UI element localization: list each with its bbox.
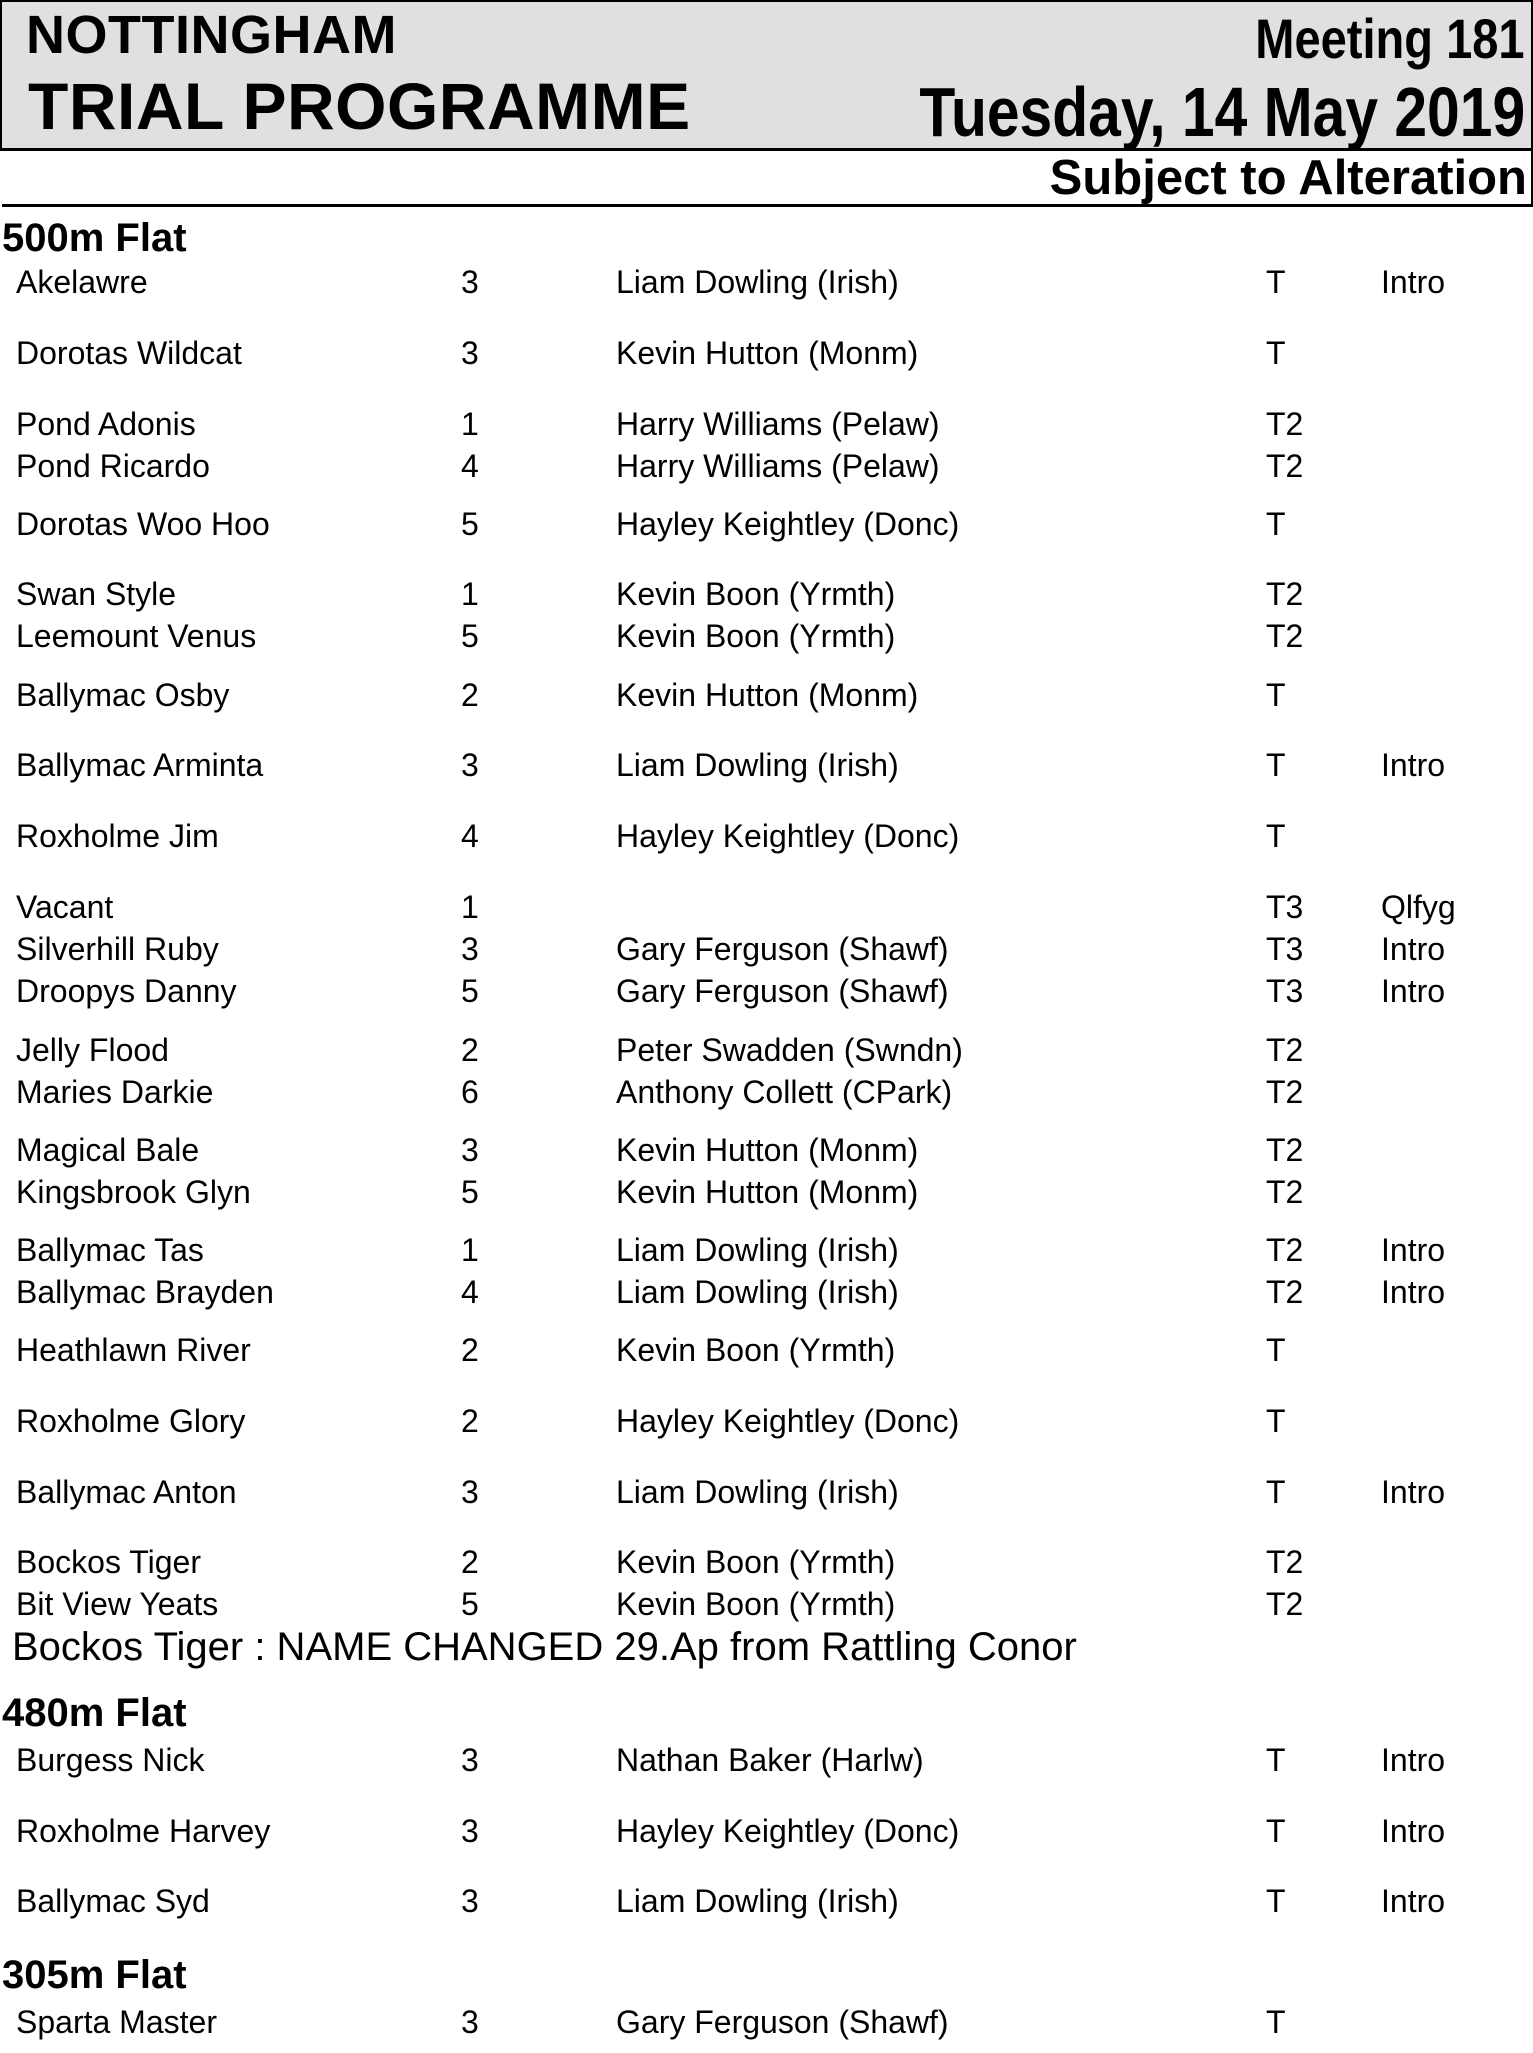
trial-row	[0, 1474, 1533, 1514]
trial-row	[0, 1813, 1533, 1853]
trial-row	[0, 1403, 1533, 1443]
dog-name: Ballymac Brayden	[16, 1274, 274, 1310]
trap-number: 1	[461, 576, 479, 612]
dog-name: Sparta Master	[16, 2004, 217, 2040]
trainer-name: Kevin Hutton (Monm)	[616, 677, 919, 713]
trial-type: T2	[1266, 1232, 1304, 1268]
dog-name: Burgess Nick	[16, 1742, 205, 1778]
dog-name: Akelawre	[16, 264, 148, 300]
trap-number: 4	[461, 448, 479, 484]
trap-number: 1	[461, 406, 479, 442]
trial-row	[0, 1232, 1533, 1272]
trial-type: T2	[1266, 406, 1304, 442]
trap-number: 2	[461, 1403, 479, 1439]
trainer-name: Gary Ferguson (Shawf)	[616, 973, 949, 1009]
trap-number: 3	[461, 747, 479, 783]
trap-number: 3	[461, 1474, 479, 1510]
trial-row	[0, 677, 1533, 717]
trainer-name: Hayley Keightley (Donc)	[616, 506, 960, 542]
dog-name: Pond Adonis	[16, 406, 196, 442]
dog-name: Heathlawn River	[16, 1332, 251, 1368]
section-heading: 305m Flat	[2, 1953, 187, 1997]
subject-notice: Subject to Alteration	[1049, 151, 1527, 205]
trap-number: 3	[461, 931, 479, 967]
trial-row	[0, 448, 1533, 488]
trial-type: T2	[1266, 1032, 1304, 1068]
trial-note: Intro	[1381, 1813, 1446, 1849]
trainer-name: Hayley Keightley (Donc)	[616, 1813, 960, 1849]
trial-note: Intro	[1381, 1232, 1446, 1268]
trial-note: Intro	[1381, 747, 1446, 783]
trial-note: Intro	[1381, 1274, 1446, 1310]
trial-row	[0, 931, 1533, 971]
trap-number: 2	[461, 677, 479, 713]
trainer-name: Harry Williams (Pelaw)	[616, 406, 940, 442]
trap-number: 5	[461, 506, 479, 542]
trial-row	[0, 1274, 1533, 1314]
trial-type: T2	[1266, 576, 1304, 612]
trial-note: Qlfyg	[1381, 889, 1456, 925]
trainer-name: Peter Swadden (Swndn)	[616, 1032, 963, 1068]
trial-type: T	[1266, 2004, 1286, 2040]
trap-number: 5	[461, 618, 479, 654]
trial-type: T	[1266, 1883, 1286, 1919]
trap-number: 3	[461, 1132, 479, 1168]
trainer-name: Harry Williams (Pelaw)	[616, 448, 940, 484]
trial-row	[0, 973, 1533, 1013]
trial-row	[0, 406, 1533, 446]
trainer-name: Kevin Hutton (Monm)	[616, 335, 919, 371]
trial-row	[0, 1883, 1533, 1923]
dog-name: Bockos Tiger	[16, 1544, 201, 1580]
trap-number: 2	[461, 1032, 479, 1068]
dog-name: Ballymac Arminta	[16, 747, 264, 783]
dog-name: Roxholme Glory	[16, 1403, 246, 1439]
trial-row	[0, 1032, 1533, 1072]
trap-number: 1	[461, 889, 479, 925]
trial-row	[0, 264, 1533, 304]
programme-header	[0, 0, 1533, 151]
trap-number: 4	[461, 1274, 479, 1310]
trial-type: T	[1266, 506, 1286, 542]
trainer-name: Kevin Boon (Yrmth)	[616, 1332, 896, 1368]
trap-number: 4	[461, 818, 479, 854]
trial-type: T2	[1266, 448, 1304, 484]
page-title: TRIAL PROGRAMME	[28, 69, 691, 143]
dog-name: Silverhill Ruby	[16, 931, 219, 967]
trial-row	[0, 1544, 1533, 1584]
dog-name: Vacant	[16, 889, 114, 925]
trainer-name: Liam Dowling (Irish)	[616, 1883, 899, 1919]
trap-number: 5	[461, 973, 479, 1009]
trainer-name: Kevin Hutton (Monm)	[616, 1174, 919, 1210]
trainer-name: Liam Dowling (Irish)	[616, 1474, 899, 1510]
dog-name: Droopys Danny	[16, 973, 237, 1009]
trial-type: T3	[1266, 931, 1304, 967]
trainer-name: Kevin Boon (Yrmth)	[616, 576, 896, 612]
trap-number: 3	[461, 1742, 479, 1778]
trainer-name: Kevin Boon (Yrmth)	[616, 1544, 896, 1580]
dog-name: Maries Darkie	[16, 1074, 214, 1110]
trial-type: T3	[1266, 889, 1304, 925]
dog-name: Ballymac Osby	[16, 677, 230, 713]
trial-row	[0, 576, 1533, 616]
trap-number: 5	[461, 1174, 479, 1210]
trap-number: 1	[461, 1232, 479, 1268]
trial-type: T2	[1266, 1074, 1304, 1110]
trial-row	[0, 335, 1533, 375]
trap-number: 2	[461, 1332, 479, 1368]
trial-type: T	[1266, 818, 1286, 854]
dog-name: Kingsbrook Glyn	[16, 1174, 251, 1210]
trainer-name: Kevin Boon (Yrmth)	[616, 618, 896, 654]
section-heading: 480m Flat	[2, 1691, 187, 1735]
trial-note: Intro	[1381, 931, 1446, 967]
trial-type: T	[1266, 677, 1286, 713]
dog-name: Ballymac Syd	[16, 1883, 210, 1919]
trial-row	[0, 889, 1533, 929]
trainer-name: Liam Dowling (Irish)	[616, 1232, 899, 1268]
trial-type: T	[1266, 1403, 1286, 1439]
trap-number: 3	[461, 1883, 479, 1919]
trial-type: T	[1266, 747, 1286, 783]
trap-number: 3	[461, 2004, 479, 2040]
venue-name: NOTTINGHAM	[26, 5, 397, 65]
subject-notice-box	[2, 148, 1533, 207]
trial-row	[0, 618, 1533, 658]
meeting-date: Tuesday, 14 May 2019	[919, 73, 1525, 151]
trap-number: 5	[461, 1586, 479, 1622]
trial-type: T2	[1266, 1544, 1304, 1580]
trainer-name: Kevin Boon (Yrmth)	[616, 1586, 896, 1622]
trial-note: Intro	[1381, 1742, 1446, 1778]
trial-type: T2	[1266, 1174, 1304, 1210]
trial-type: T	[1266, 1813, 1286, 1849]
section-heading: 500m Flat	[2, 216, 187, 260]
dog-name: Dorotas Wildcat	[16, 335, 242, 371]
trap-number: 6	[461, 1074, 479, 1110]
trainer-name: Gary Ferguson (Shawf)	[616, 931, 949, 967]
trial-note: Intro	[1381, 1883, 1446, 1919]
trainer-name: Nathan Baker (Harlw)	[616, 1742, 924, 1778]
trap-number: 2	[461, 1544, 479, 1580]
trainer-name: Anthony Collett (CPark)	[616, 1074, 953, 1110]
dog-name: Dorotas Woo Hoo	[16, 506, 270, 542]
name-change-remark: Bockos Tiger : NAME CHANGED 29.Ap from Rattling Conor	[12, 1625, 1077, 1669]
dog-name: Roxholme Jim	[16, 818, 219, 854]
trial-type: T	[1266, 264, 1286, 300]
trial-note: Intro	[1381, 1474, 1446, 1510]
dog-name: Bit View Yeats	[16, 1586, 219, 1622]
trial-row	[0, 818, 1533, 858]
trap-number: 3	[461, 1813, 479, 1849]
trial-row	[0, 747, 1533, 787]
trainer-name: Liam Dowling (Irish)	[616, 747, 899, 783]
trial-type: T	[1266, 1742, 1286, 1778]
trial-type: T3	[1266, 973, 1304, 1009]
trial-row	[0, 1074, 1533, 1114]
trial-type: T2	[1266, 1132, 1304, 1168]
trial-row	[0, 1742, 1533, 1782]
trainer-name: Liam Dowling (Irish)	[616, 264, 899, 300]
trap-number: 3	[461, 335, 479, 371]
trial-type: T	[1266, 1474, 1286, 1510]
trial-type: T2	[1266, 618, 1304, 654]
trial-row	[0, 1586, 1533, 1626]
trainer-name: Liam Dowling (Irish)	[616, 1274, 899, 1310]
meeting-number: Meeting 181	[1255, 7, 1525, 70]
dog-name: Ballymac Tas	[16, 1232, 204, 1268]
trial-note: Intro	[1381, 264, 1446, 300]
dog-name: Magical Bale	[16, 1132, 200, 1168]
trial-row	[0, 506, 1533, 546]
trap-number: 3	[461, 264, 479, 300]
trial-row	[0, 1174, 1533, 1214]
trial-type: T	[1266, 1332, 1286, 1368]
trial-row	[0, 2004, 1533, 2044]
dog-name: Pond Ricardo	[16, 448, 210, 484]
trial-row	[0, 1132, 1533, 1172]
trainer-name: Hayley Keightley (Donc)	[616, 818, 960, 854]
trainer-name: Gary Ferguson (Shawf)	[616, 2004, 949, 2040]
trial-type: T2	[1266, 1274, 1304, 1310]
trainer-name: Kevin Hutton (Monm)	[616, 1132, 919, 1168]
trial-type: T2	[1266, 1586, 1304, 1622]
dog-name: Jelly Flood	[16, 1032, 169, 1068]
dog-name: Roxholme Harvey	[16, 1813, 271, 1849]
trial-row	[0, 1332, 1533, 1372]
trial-note: Intro	[1381, 973, 1446, 1009]
trial-type: T	[1266, 335, 1286, 371]
dog-name: Ballymac Anton	[16, 1474, 237, 1510]
dog-name: Swan Style	[16, 576, 177, 612]
dog-name: Leemount Venus	[16, 618, 257, 654]
trainer-name: Hayley Keightley (Donc)	[616, 1403, 960, 1439]
